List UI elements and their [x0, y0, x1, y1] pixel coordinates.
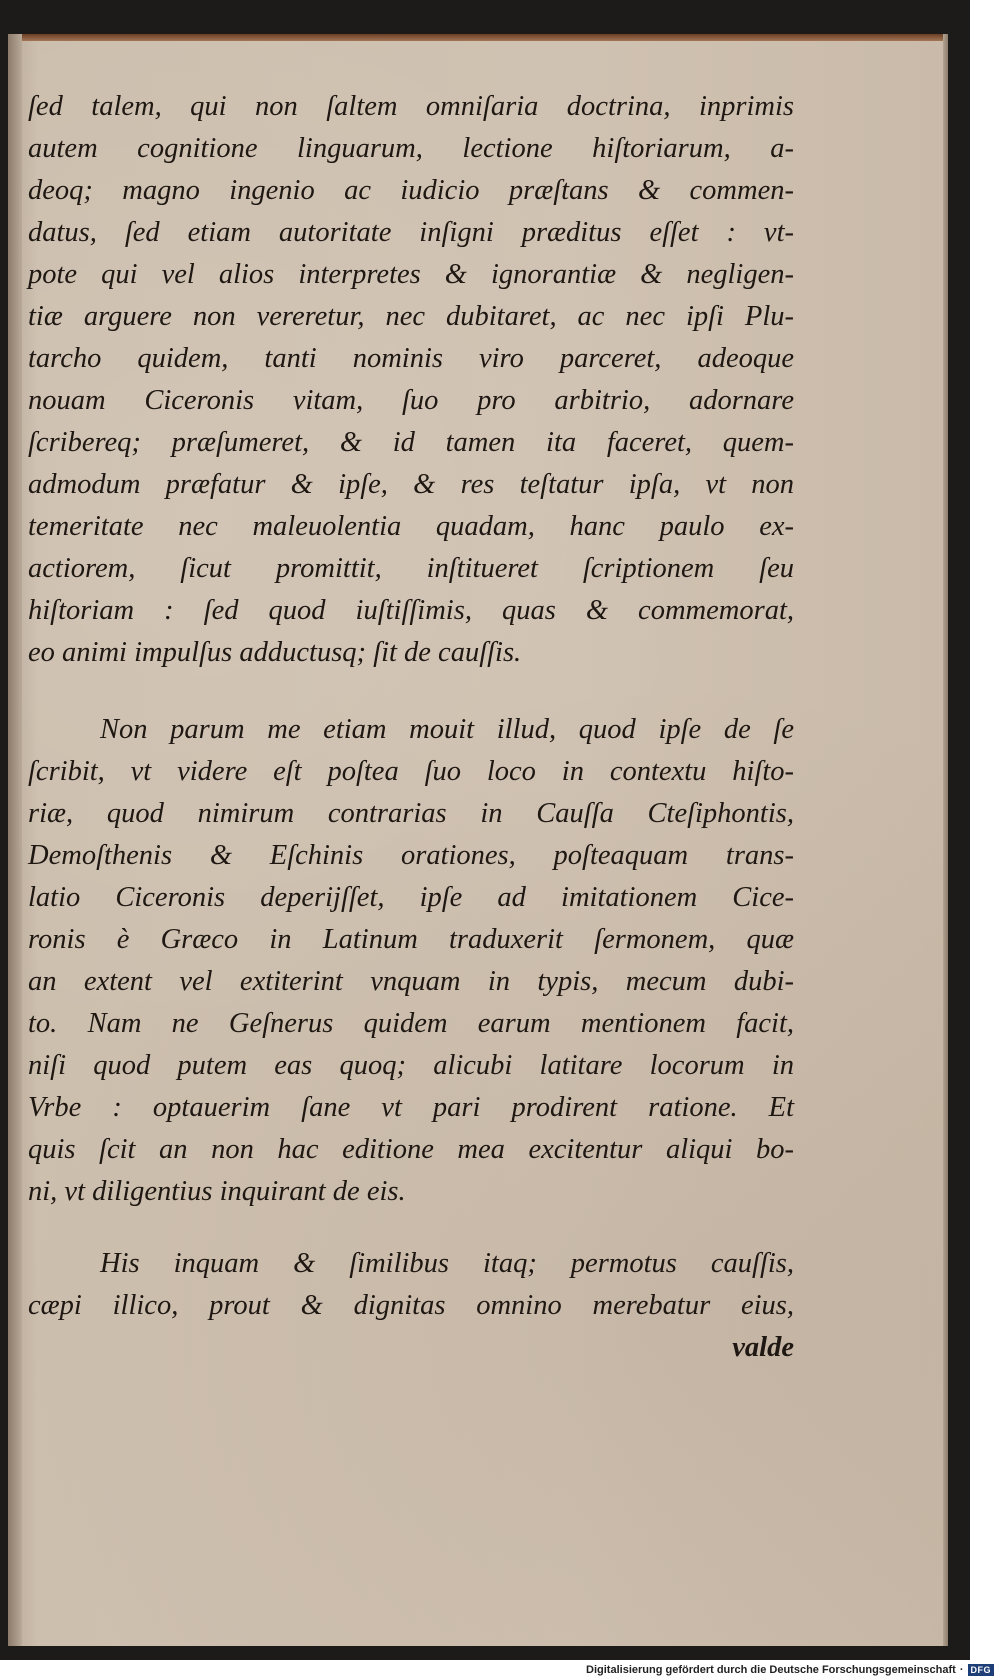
text-line: pote qui vel alios interpretes & ignorantiæ & negligen-: [28, 259, 794, 290]
page-right-edge: [943, 34, 948, 1646]
book-page: [8, 34, 948, 1646]
page-gutter: [8, 34, 22, 1646]
paragraph-2: [28, 709, 794, 1213]
funding-credit: Digitalisierung gefördert durch die Deutsche Forschungsgemeinschaft: [586, 1664, 956, 1676]
dfg-logo-icon: DFG: [968, 1664, 995, 1676]
page-text: [28, 86, 794, 1369]
paragraph-3: [28, 1243, 794, 1327]
page-top-edge: [8, 34, 948, 41]
text-line: admodum præfatur & ipſe, & res teſtatur ipſa, vt non: [28, 469, 794, 500]
text-line: cæpi illico, prout & dignitas omnino merebatur eius,: [28, 1290, 794, 1321]
text-line: latio Ciceronis deperijſſet, ipſe ad imitationem Cice-: [28, 882, 794, 913]
text-line: hiſtoriam : ſed quod iuſtiſſimis, quas & commemorat,: [28, 595, 794, 626]
text-line: Vrbe : optauerim ſane vt pari prodirent ratione. Et: [28, 1092, 794, 1123]
catchword: valde: [732, 1332, 794, 1363]
text-line: to. Nam ne Geſnerus quidem earum mentionem facit,: [28, 1008, 794, 1039]
paragraph-1: [28, 86, 794, 674]
text-line: temeritate nec maleuolentia quadam, hanc paulo ex-: [28, 511, 794, 542]
text-line: His inquam & ſimilibus itaq; permotus cauſſis,: [100, 1248, 794, 1279]
text-line: autem cognitione linguarum, lectione hiſtoriarum, a-: [28, 133, 794, 164]
text-line: deoq; magno ingenio ac iudicio præſtans & commen-: [28, 175, 794, 206]
digitization-footer: Digitalisierung gefördert durch die Deutsche Forschungsgemeinschaft · DFG: [586, 1662, 994, 1678]
text-line: ſcribit, vt videre eſt poſtea ſuo loco in contextu hiſto-: [28, 756, 794, 787]
text-line: nouam Ciceronis vitam, ſuo pro arbitrio, adornare: [28, 385, 794, 416]
text-line: quis ſcit an non hac editione mea excitentur aliqui bo-: [28, 1134, 794, 1165]
text-line: riæ, quod nimirum contrarias in Cauſſa Cteſiphontis,: [28, 798, 794, 829]
text-line: ſed talem, qui non ſaltem omniſaria doctrina, inprimis: [28, 91, 794, 122]
text-line: niſi quod putem eas quoq; alicubi latitare locorum in: [28, 1050, 794, 1081]
text-line: tarcho quidem, tanti nominis viro parceret, adeoque: [28, 343, 794, 374]
text-line: actiorem, ſicut promittit, inſtitueret ſcriptionem ſeu: [28, 553, 794, 584]
text-line: Demoſthenis & Eſchinis orationes, poſteaquam trans-: [28, 840, 794, 871]
text-line: datus, ſed etiam autoritate inſigni præditus eſſet : vt-: [28, 217, 794, 248]
text-line: ronis è Græco in Latinum traduxerit ſermonem, quæ: [28, 924, 794, 955]
text-line: ni, vt diligentius inquirant de eis.: [28, 1176, 406, 1207]
text-line: eo animi impulſus adductusq; ſit de cauſſis.: [28, 637, 522, 668]
text-line: Non parum me etiam mouit illud, quod ipſe de ſe: [100, 714, 794, 745]
text-line: tiæ arguere non vereretur, nec dubitaret, ac nec ipſi Plu-: [28, 301, 794, 332]
text-line: ſcribereq; præſumeret, & id tamen ita faceret, quem-: [28, 427, 794, 458]
text-line: an extent vel extiterint vnquam in typis, mecum dubi-: [28, 966, 794, 997]
